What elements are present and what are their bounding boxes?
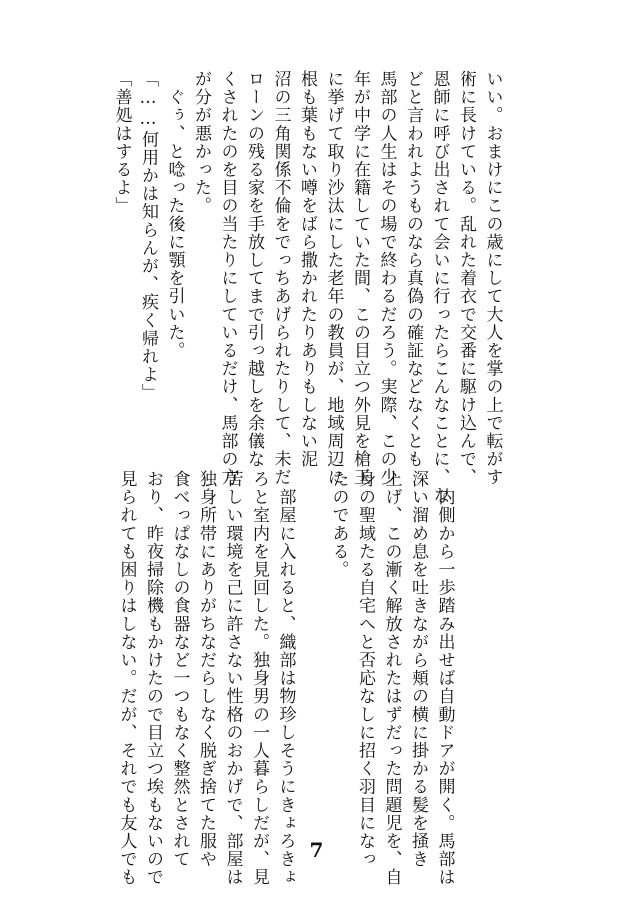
lower-text-block — [113, 470, 458, 887]
text-line: 苦しい環境を己に許さない性格のおかげで、部屋は — [222, 470, 243, 887]
text-line: 年が中学に在籍していた間、この目立つ外見を槍玉 — [350, 70, 370, 487]
text-line: 深い溜め息を吐きながら頬の横に掛かる髪を掻き — [408, 470, 428, 869]
text-line: ろと室内を見回した。独身男の一人暮らしだが、見 — [249, 470, 269, 887]
text-line: くされたのを目の当たりにしているだけ、馬部の方 — [217, 70, 238, 487]
dialogue-line: 「……何用かは知らんが、疾く帰れよ」 — [138, 70, 158, 402]
text-line: 内側から一歩踏み出せば自動ドアが開く。馬部は — [434, 470, 455, 887]
text-line: が分が悪かった。 — [191, 70, 211, 215]
text-line: 根も葉もない噂をばら撒かれたりありもしない泥 — [297, 70, 317, 469]
text-line: 沼の三角関係不倫をでっちあげられたりして、未だ — [270, 70, 291, 487]
dialogue-line: 「善処はするよ」 — [111, 70, 132, 215]
text-line: 食べっぱなしの食器など一つもなく整然とされて — [169, 470, 190, 869]
text-line: どと言われようものなら真偽の確証などなくとも — [403, 70, 423, 469]
text-line: おり、昨夜掃除機もかけたので目立つ埃もないので — [143, 470, 163, 887]
text-line: いい。おまけにこの歳にして大人を掌の上で転がす — [482, 70, 503, 487]
text-line: 身の聖域たる自宅へと否応なしに招く羽目になっ — [355, 470, 375, 869]
text-line: 術に長けている。乱れた着衣で交番に駆け込んで、 — [456, 70, 476, 487]
text-line: たのである。 — [328, 470, 349, 579]
text-line: 部屋に入れると、織部は物珍しそうにきょろきょ — [275, 470, 296, 887]
text-line: 独身所帯にありがちなだらしなく脱ぎ捨てた服や — [196, 470, 216, 869]
text-line: ぐぅ、と唸った後に顎を引いた。 — [164, 70, 185, 360]
text-line: 見られても困りはしない。だが、それでも友人でも — [116, 470, 137, 887]
text-line: に挙げて取り沙汰にした老年の教員が、地域周辺に — [323, 70, 344, 487]
text-line: 上げ、この漸く解放されたはずだった問題児を、自 — [381, 470, 402, 887]
blank-line — [299, 470, 326, 850]
text-line: 恩師に呼び出されて会いに行ったらこんなことに、な — [429, 70, 450, 505]
text-line: 馬部の人生はその場で終わるだろう。実際、この少 — [376, 70, 397, 487]
page-number: 7 — [309, 838, 324, 862]
text-line: ローンの残る家を手放してまで引っ越しを余儀な — [244, 70, 264, 469]
upper-text-block — [108, 70, 506, 505]
